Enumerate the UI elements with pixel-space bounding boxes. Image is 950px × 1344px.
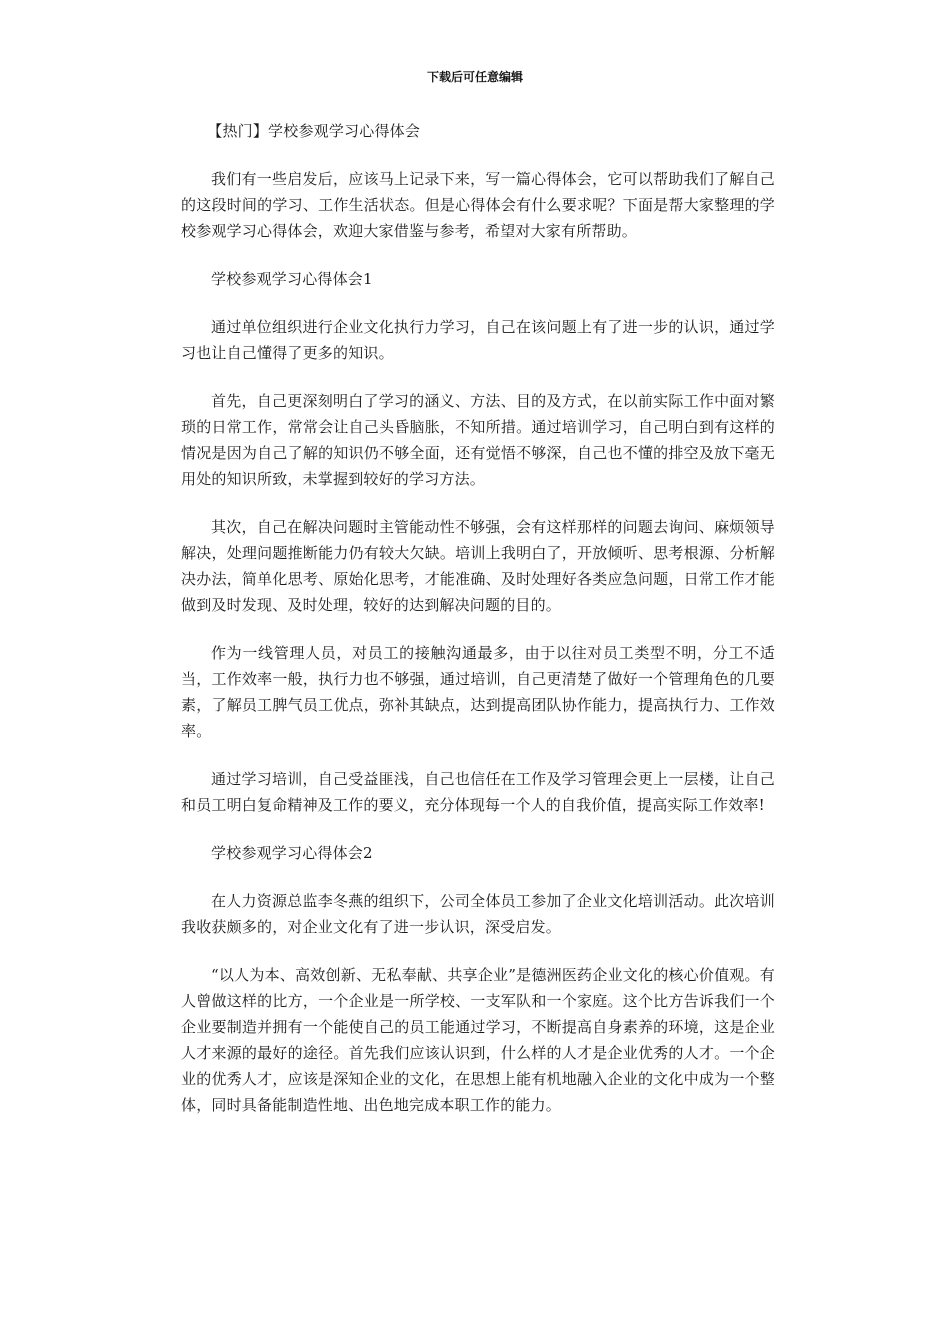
section-heading-1: 学校参观学习心得体会1 bbox=[211, 270, 373, 288]
intro-paragraph: 我们有一些启发后，应该马上记录下来，写一篇心得体会，它可以帮助我们了解自己的这段时间的学习、工作生活状态。但是心得体会有什么要求呢？下面是帮大家整理的学校参观学习心得体会，欢迎大家借鉴与参考，希望对大家有所帮助。 bbox=[181, 170, 775, 240]
header-note: 下载后可任意编辑 bbox=[426, 70, 523, 84]
paragraph: 通过学习培训，自己受益匪浅，自己也信任在工作及学习管理会更上一层楼，让自己和员工明白复命精神及工作的要义，充分体现每一个人的自我价值，提高实际工作效率! bbox=[181, 770, 775, 814]
paragraph: “以人为本、高效创新、无私奉献、共享企业”是德洲医药企业文化的核心价值观。有人曾做这样的比方，一个企业是一所学校、一支军队和一个家庭。这个比方告诉我们一个企业要制造并拥有一个能使自己的员工能通过学习，不断提高自身素养的环境，这是企业人才来源的最好的途径。首先我们应该认识到，什么样的人才是企业优秀的人才。一个企业的优秀人才，应该是深知企业的文化，在思想上能有机地融入企业的文化中成为一个整体，同时具备能制造性地、出色地完成本职工作的能力。 bbox=[181, 966, 775, 1114]
paragraph: 通过单位组织进行企业文化执行力学习，自己在该问题上有了进一步的认识，通过学习也让自己懂得了更多的知识。 bbox=[181, 318, 775, 362]
article-body bbox=[181, 118, 775, 1140]
article-title: 【热门】学校参观学习心得体会 bbox=[207, 122, 421, 140]
paragraph: 在人力资源总监李冬燕的组织下，公司全体员工参加了企业文化培训活动。此次培训我收获颇多的，对企业文化有了进一步认识，深受启发。 bbox=[181, 892, 775, 936]
paragraph: 首先，自己更深刻明白了学习的涵义、方法、目的及方式，在以前实际工作中面对繁琐的日常工作，常常会让自己头昏脑胀，不知所措。通过培训学习，自己明白到有这样的情况是因为自己了解的知识仍不够全面，还有觉悟不够深，自己也不懂的排空及放下毫无用处的知识所致，未掌握到较好的学习方法。 bbox=[181, 392, 775, 488]
section-heading-2: 学校参观学习心得体会2 bbox=[211, 844, 373, 862]
paragraph: 其次，自己在解决问题时主管能动性不够强，会有这样那样的问题去询问、麻烦领导解决，处理问题推断能力仍有较大欠缺。培训上我明白了，开放倾听、思考根源、分析解决办法，简单化思考、原始化思考，才能准确、及时处理好各类应急问题，日常工作才能做到及时发现、及时处理，较好的达到解决问题的目的。 bbox=[181, 518, 775, 614]
paragraph: 作为一线管理人员，对员工的接触沟通最多，由于以往对员工类型不明，分工不适当，工作效率一般，执行力也不够强，通过培训，自己更清楚了做好一个管理角色的几要素，了解员工脾气员工优点，弥补其缺点，达到提高团队协作能力，提高执行力、工作效率。 bbox=[181, 644, 775, 740]
